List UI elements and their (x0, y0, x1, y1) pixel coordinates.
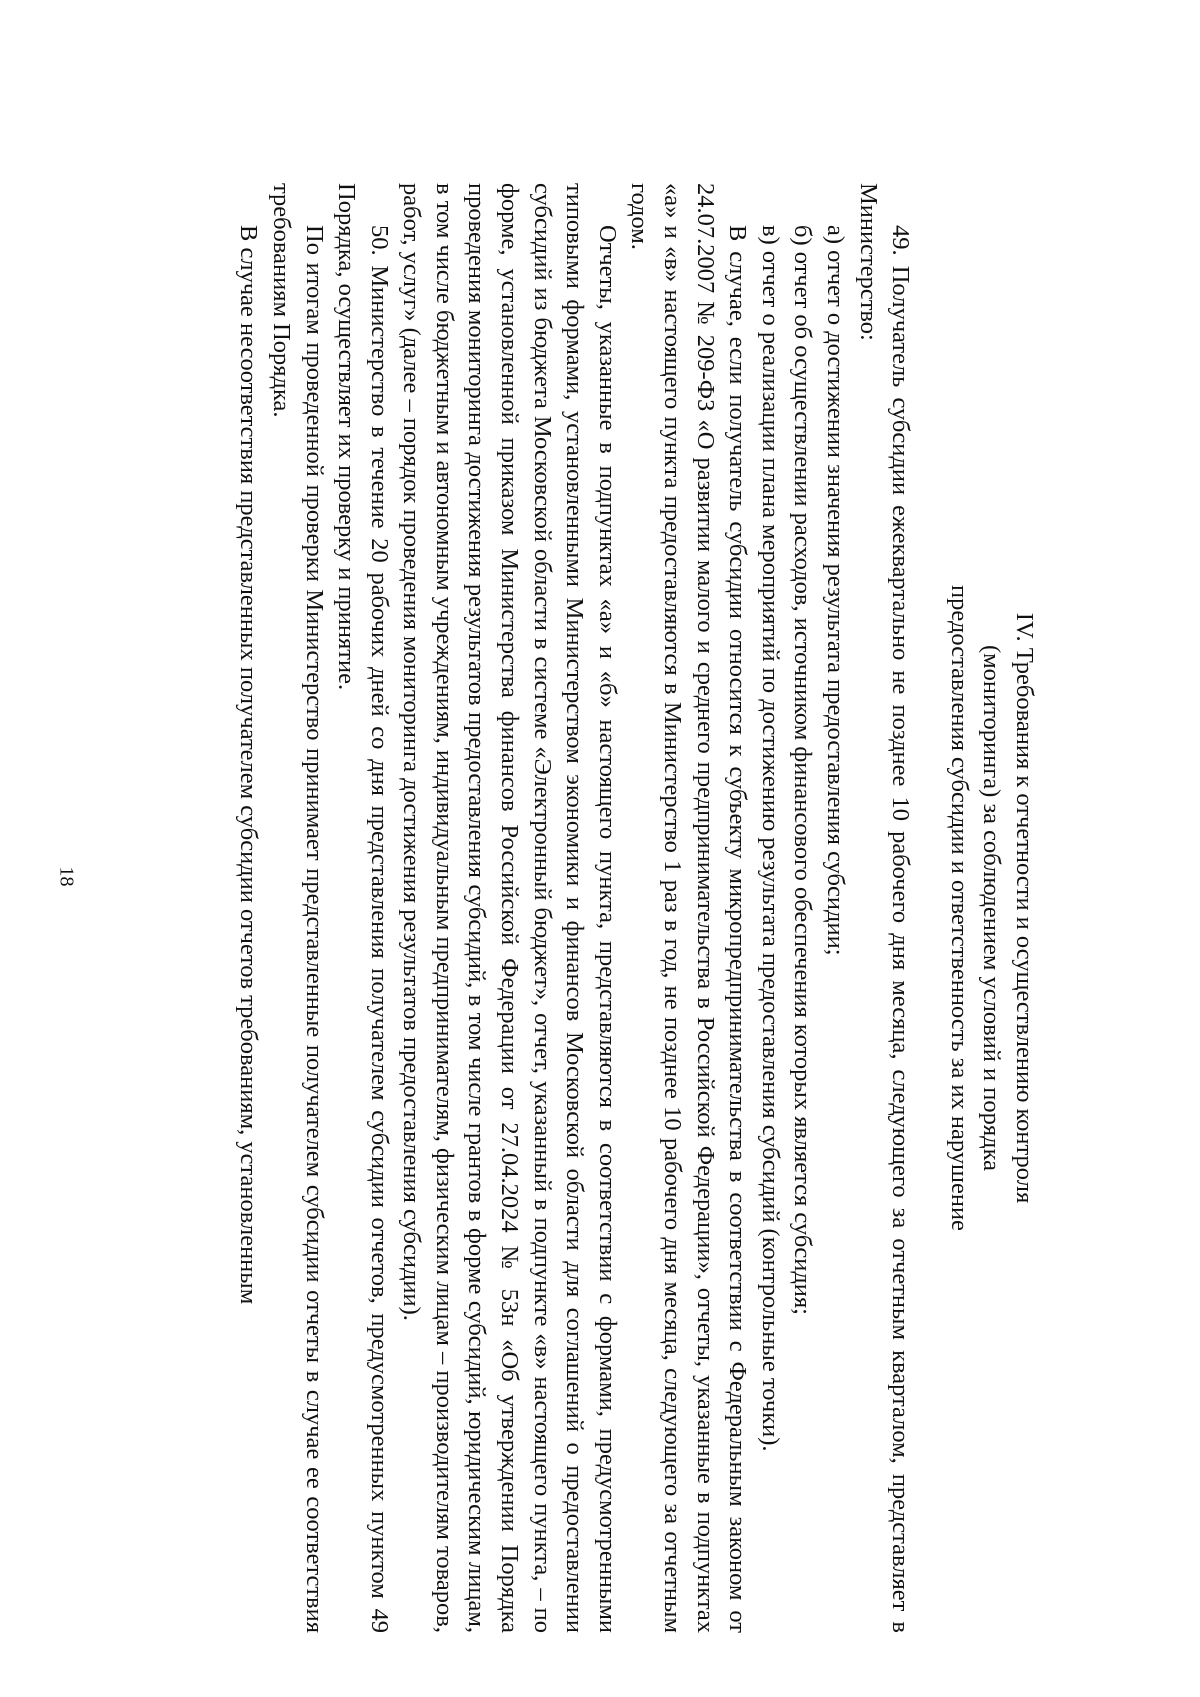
paragraph-check-results: По итогам проведенной проверки Министерство принимает представленные получателем субсидии отчеты в случае ее соответствия требованиям Порядка. (267, 183, 328, 1633)
list-item-v: в) отчет о реализации плана мероприятий по достижению результата предоставления субсидий (контрольные точки). (756, 225, 784, 1452)
page-number: 18 (55, 866, 78, 887)
document-body (232, 183, 1040, 1633)
paragraph-micro-enterprise: В случае, если получатель субсидии относится к субъекту микропредпринимательства в соответствии с Федеральным законом от 24.07.2007 № 209-ФЗ «О развитии малого и среднего предпринимательства в Российской Федерации», отчеты, указанные в подпунктах «а» и «в» настоящего пункта предоставляются в Министерство 1 раз в год, не позднее 10 рабочего дня месяца, следующего за отчетным годом. (626, 183, 752, 1633)
section-heading (942, 183, 1040, 1633)
heading-line-2: (мониторинга) за соблюдением условий и порядка (978, 645, 1006, 1171)
paragraph-mismatch: В случае несоответствия представленных получателем субсидии отчетов требованиям, установленным (235, 225, 263, 1305)
paragraph-49: 49. Получатель субсидии ежеквартально не позднее 10 рабочего дня месяца, следующего за отчетным кварталом, представляет в Министерство: (854, 183, 915, 1633)
list-item-a: а) отчет о достижении значения результата предоставления субсидии; (822, 225, 850, 956)
paragraph-50: 50. Министерство в течение 20 рабочих дней со дня представления получателем субсидии отчетов, предусмотренных пунктом 49 Порядка, осуществляет их проверку и принятие. (333, 183, 393, 1633)
paragraph-reports-forms: Отчеты, указанные в подпунктах «а» и «б» настоящего пункта, представляются в соответствии с формами, предусмотренными типовыми формами, установленными Министерством экономики и финансов Московской области для соглашений о предоставлении субсидий из бюджета Московской области в системе «Электронный бюджет», отчет, указанный в подпункте «в» настоящего пункта, – по форме, установленной приказом Министерства финансов Российской Федерации от 27.04.2024 № 53н «Об утверждении Порядка проведения мониторинга достижения результатов предоставления субсидий, в том числе грантов в форме субсидий, юридическим лицам, в том числе бюджетным и автономным учреждениям, индивидуальным предпринимателям, физическим лицам – производителям товаров, работ, услуг» (далее – порядок проведения мониторинга достижения результатов предоставления субсидии). (398, 183, 621, 1633)
heading-line-1: IV. Требования к отчетности и осуществлению контроля (1011, 612, 1038, 1204)
list-item-b: б) отчет об осуществлении расходов, источником финансового обеспечения которых является субсидия; (789, 225, 817, 1315)
heading-line-3: предоставления субсидии и ответственность за их нарушение (945, 585, 973, 1231)
